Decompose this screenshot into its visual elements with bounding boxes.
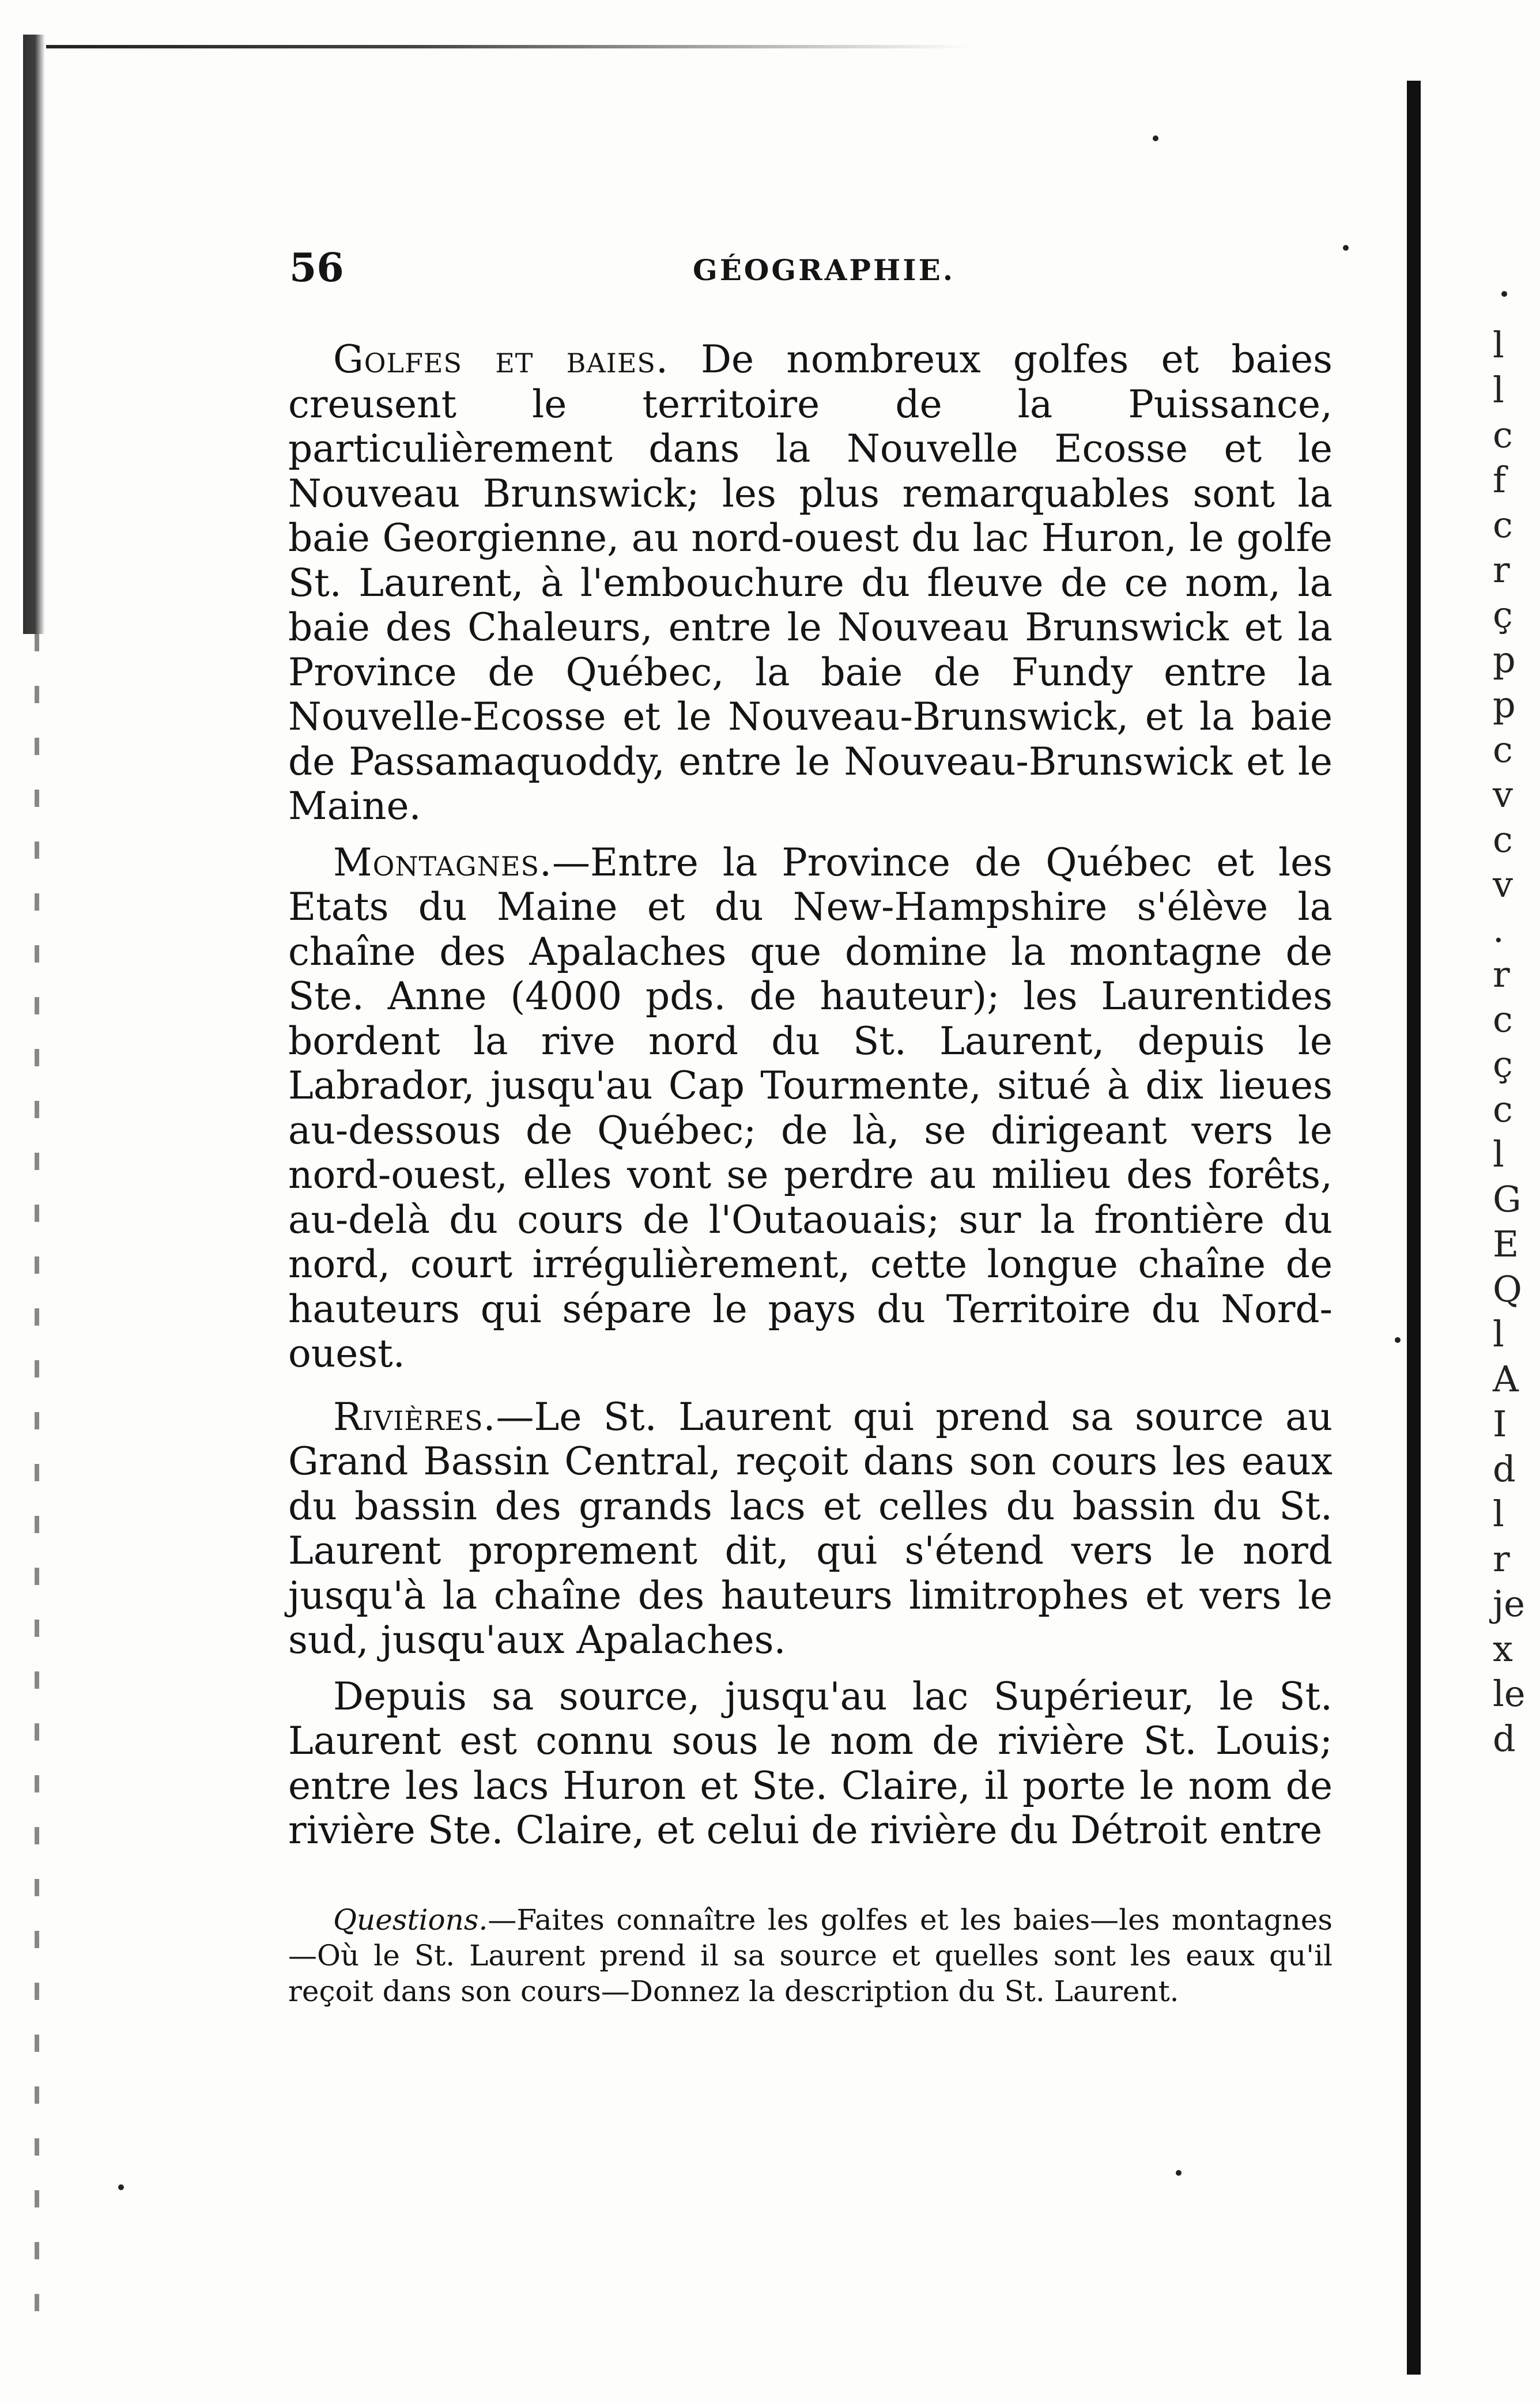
bleed-glyph: I [1493,1403,1507,1445]
bleed-glyph: d [1493,1448,1516,1490]
questions-label: Questions. [333,1903,488,1937]
bleed-glyph: G [1493,1178,1522,1220]
bleed-glyph: E [1493,1223,1519,1265]
bleed-glyph: c [1493,414,1513,456]
bleed-glyph: . [1493,908,1504,950]
gutter-rule [1407,81,1421,2375]
scan-speck [1501,291,1507,297]
bleed-glyph: c [1493,998,1513,1040]
bleed-glyph: r [1493,549,1510,591]
bleed-glyph: p [1493,639,1516,681]
scan-speck [118,2184,124,2190]
questions-footnote [288,1902,1333,2009]
bleed-glyph: le [1493,1673,1526,1715]
section-heading: Golfes et baies. [333,337,669,382]
bleed-glyph: x [1493,1628,1513,1670]
bleed-glyph: A [1493,1358,1519,1400]
binding-shadow-left [23,35,45,634]
facing-page-bleed [1493,323,1527,1761]
paragraph-golfes [288,337,1333,829]
questions-text: —Faites connaître les golfes et les baies—les montagnes—Où le St. Laurent prend il sa source et quelles sont les eaux qu'il reçoit dans son cours—Donnez la description du St. Laurent. [288,1903,1333,2008]
scan-speck [1395,1337,1401,1343]
bleed-glyph: r [1493,953,1510,995]
bleed-glyph: v [1493,863,1513,905]
paragraph-source [288,1674,1333,1853]
bleed-glyph: ç [1493,594,1513,636]
paragraph-text: Depuis sa source, jusqu'au lac Supérieur, le St. Laurent est connu sous le nom de rivière St. Louis; entre les lacs Huron et Ste. Claire, il porte le nom de rivière Ste. Claire, et celui de rivière du Détroit entre [288,1674,1333,1852]
page-number: 56 [289,245,344,291]
section-heading: Montagnes. [333,840,552,885]
section-heading: Rivières. [333,1394,496,1439]
paragraph-rivieres [288,1395,1333,1663]
scan-speck [1176,2170,1182,2176]
running-head: GÉOGRAPHIE. [693,253,956,287]
bleed-glyph: p [1493,684,1516,726]
binding-edge-marks [35,634,39,2334]
bleed-glyph: l [1493,324,1504,366]
bleed-glyph: l [1493,369,1504,411]
scan-speck [1343,245,1349,251]
bleed-glyph: Q [1493,1268,1522,1310]
bleed-glyph: l [1493,1133,1504,1175]
page-header [289,245,1333,291]
top-edge-shadow [46,45,968,48]
bleed-glyph: f [1493,459,1506,501]
bleed-glyph: je [1493,1583,1525,1625]
bleed-glyph: d [1493,1718,1516,1760]
bleed-glyph: ç [1493,1043,1513,1085]
bleed-glyph: c [1493,504,1513,546]
bleed-glyph: v [1493,773,1513,816]
bleed-glyph: c [1493,729,1513,771]
bleed-glyph: l [1493,1493,1504,1535]
paragraph-text: De nombreux golfes et baies creusent le territoire de la Puissance, particulièrement dans la Nouvelle Ecosse et le Nouveau Brunswick; les plus remarquables sont la baie Georgienne, au nord-ouest du lac Huron, le golfe St. Laurent, à l'embouchure du fleuve de ce nom, la baie des Chaleurs, entre le Nouveau Brunswick et la Province de Québec, la baie de Fundy entre la Nouvelle-Ecosse et le Nouveau-Brunswick, et la baie de Passamaquoddy, entre le Nouveau-Brunswick et le Maine. [288,337,1333,828]
bleed-glyph: l [1493,1313,1504,1355]
bleed-glyph: c [1493,1088,1513,1130]
paragraph-text: —Entre la Province de Québec et les Etats du Maine et du New-Hampshire s'élève la chaîne des Apalaches que domine la montagne de Ste. Anne (4000 pds. de hauteur); les Laurentides bordent la rive nord du St. Laurent, depuis le Labrador, jusqu'au Cap Tourmente, situé à dix lieues au-dessous de Québec; de là, se dirigeant vers le nord-ouest, elles vont se perdre au milieu des forêts, au-delà du cours de l'Outaouais; sur la frontière du nord, court irrégulièrement, cette longue chaîne de hauteurs qui sépare le pays du Territoire du Nord-ouest. [288,840,1333,1376]
scan-speck [1153,135,1158,141]
bleed-glyph: c [1493,818,1513,861]
paragraph-montagnes [288,840,1333,1376]
body-text [288,337,1333,1853]
paragraph-text: —Le St. Laurent qui prend sa source au Grand Bassin Central, reçoit dans son cours les eaux du bassin des grands lacs et celles du bassin du St. Laurent proprement dit, qui s'étend vers le nord jusqu'à la chaîne des hauteurs limitrophes et vers le sud, jusqu'aux Apalaches. [288,1394,1333,1662]
bleed-glyph: r [1493,1538,1510,1580]
